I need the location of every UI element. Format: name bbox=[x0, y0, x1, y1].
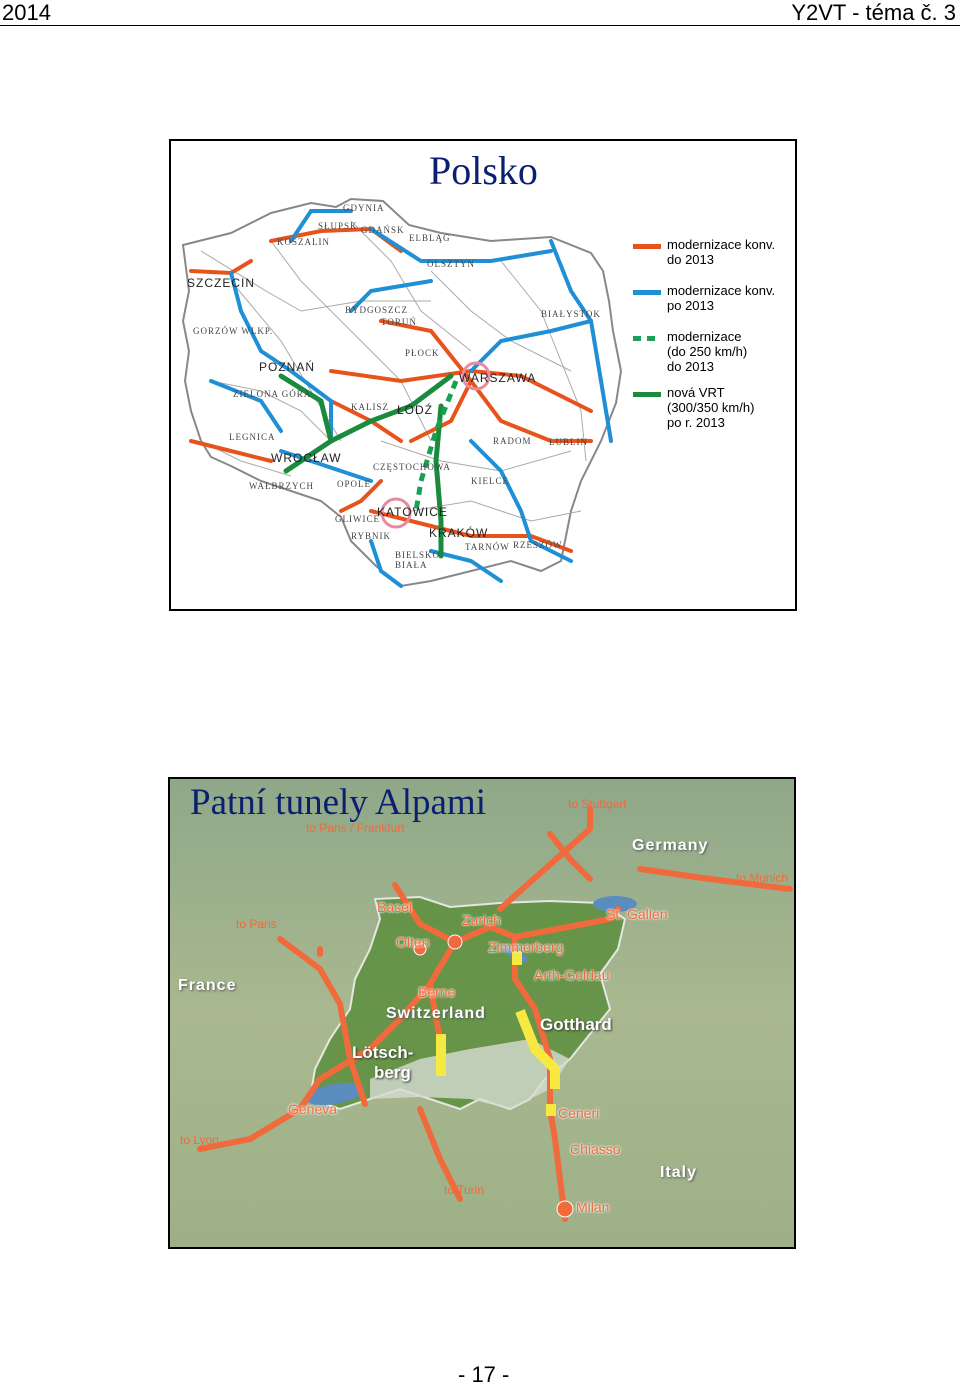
city-gorzow: GORZÓW WLKP. bbox=[193, 326, 274, 336]
label-to-turin: to Turin bbox=[444, 1183, 485, 1197]
label-arth-goldau: Arth-Goldau bbox=[534, 967, 610, 983]
ceneri-tunnel bbox=[546, 1104, 556, 1116]
label-italy: Italy bbox=[660, 1164, 698, 1181]
label-to-stuttgart: to Stuttgart bbox=[568, 797, 627, 811]
legend-text: modernizace konv. bbox=[667, 237, 776, 252]
city-gliwice: GLIWICE bbox=[335, 514, 380, 524]
city-elblag: ELBLĄG bbox=[409, 233, 451, 243]
city-slupsk: SŁUPSK bbox=[318, 221, 358, 231]
city-opole: OPOLE bbox=[337, 479, 371, 489]
slide-poland bbox=[169, 139, 797, 611]
city-czestochowa: CZĘSTOCHOWA bbox=[373, 462, 451, 472]
city-olsztyn: OLSZTYN bbox=[427, 259, 475, 269]
legend-swatch-blue bbox=[633, 290, 661, 295]
legend-swatch-green-solid bbox=[633, 392, 661, 397]
city-rzeszow: RZESZÓW bbox=[513, 540, 563, 550]
label-zurich: Zurich bbox=[462, 912, 501, 928]
legend-swatch-green-dashed bbox=[633, 336, 661, 341]
city-lodz: ŁÓDŹ bbox=[397, 403, 434, 417]
city-kalisz: KALISZ bbox=[351, 402, 389, 412]
zurich-node bbox=[448, 935, 462, 949]
city-bialystok: BIAŁYSTOK bbox=[541, 309, 601, 319]
city-katowice: KATOWICE bbox=[377, 505, 448, 519]
city-bielsko: BIELSKO bbox=[395, 550, 440, 560]
header-course: Y2VT - téma č. 3 bbox=[791, 0, 956, 25]
header-year: 2014 bbox=[2, 0, 51, 25]
city-legnica: LEGNICA bbox=[229, 432, 276, 442]
label-geneva: Geneva bbox=[288, 1101, 338, 1117]
header-rule bbox=[0, 25, 960, 26]
city-gdynia: GDYNIA bbox=[343, 203, 385, 213]
label-st-gallen: St. Gallen bbox=[606, 906, 668, 922]
legend-item bbox=[631, 283, 791, 329]
milan-node bbox=[557, 1201, 573, 1217]
legend-text: (do 250 km/h) bbox=[667, 344, 748, 359]
legend-swatch-orange bbox=[633, 244, 661, 249]
legend-text: (300/350 km/h) bbox=[667, 400, 755, 415]
label-ceneri: Ceneri bbox=[558, 1105, 600, 1121]
label-germany: Germany bbox=[632, 837, 709, 854]
city-lublin: LUBLIN bbox=[549, 437, 588, 447]
label-zimmerberg: Zimmerberg bbox=[488, 939, 564, 955]
city-radom: RADOM bbox=[493, 436, 532, 446]
label-basel: Basel bbox=[377, 899, 413, 915]
slide-title: Patní tunely Alpami bbox=[190, 782, 486, 823]
city-bydgoszcz: BYDGOSZCZ bbox=[345, 305, 409, 315]
city-plock: PŁOCK bbox=[405, 348, 440, 358]
legend-text: modernizace bbox=[667, 329, 742, 344]
city-biala: BIAŁA bbox=[395, 560, 428, 570]
city-kielce: KIELCE bbox=[471, 476, 509, 486]
label-milan: Milan bbox=[576, 1199, 610, 1215]
legend-item bbox=[631, 237, 791, 283]
city-rybnik: RYBNIK bbox=[351, 531, 392, 541]
label-to-paris-frankfurt: to Paris / Frankfurt bbox=[306, 821, 405, 835]
legend-text: nová VRT bbox=[667, 385, 725, 400]
label-olten: Olten bbox=[396, 934, 430, 950]
label-switzerland: Switzerland bbox=[386, 1005, 486, 1022]
label-gotthard: Gotthard bbox=[540, 1015, 612, 1034]
label-chiasso: Chiasso bbox=[570, 1141, 621, 1157]
legend-item bbox=[631, 329, 791, 385]
legend-text: do 2013 bbox=[667, 359, 714, 374]
legend-text: modernizace konv. bbox=[667, 283, 776, 298]
label-lotschberg-2: berg bbox=[374, 1063, 411, 1082]
legend-text: po r. 2013 bbox=[667, 415, 725, 430]
map-legend bbox=[631, 237, 791, 441]
city-tarnow: TARNÓW bbox=[465, 542, 510, 552]
legend-item bbox=[631, 385, 791, 441]
label-lotschberg-1: Lötsch- bbox=[352, 1043, 414, 1062]
label-to-lyon: to Lyon bbox=[180, 1133, 219, 1147]
label-to-paris: to Paris bbox=[236, 917, 277, 931]
legend-text: do 2013 bbox=[667, 252, 714, 267]
city-koszalin: KOSZALIN bbox=[277, 237, 330, 247]
lotschberg-tunnel bbox=[436, 1034, 446, 1076]
label-berne: Berne bbox=[418, 984, 456, 1000]
city-torun: TORUŃ bbox=[381, 317, 417, 327]
city-gdansk: GDAŃSK bbox=[361, 225, 405, 235]
city-zielona-gora: ZIELONA GÓRA bbox=[233, 389, 312, 399]
slide-title: Polsko bbox=[429, 148, 538, 193]
city-wroclaw: WROCŁAW bbox=[271, 451, 342, 465]
city-poznan: POZNAŃ bbox=[259, 360, 316, 374]
slide-alpine-tunnels bbox=[168, 777, 796, 1249]
legend-text: po 2013 bbox=[667, 298, 714, 313]
city-krakow: KRAKÓW bbox=[429, 526, 489, 540]
page-number: - 17 - bbox=[458, 1362, 510, 1387]
city-szczecin: SZCZECIN bbox=[187, 276, 255, 290]
label-to-munich: to Munich bbox=[736, 871, 789, 885]
city-warszawa: WARSZAWA bbox=[459, 371, 537, 385]
city-walbrzych: WAŁBRZYCH bbox=[249, 481, 314, 491]
label-france: France bbox=[178, 977, 237, 994]
